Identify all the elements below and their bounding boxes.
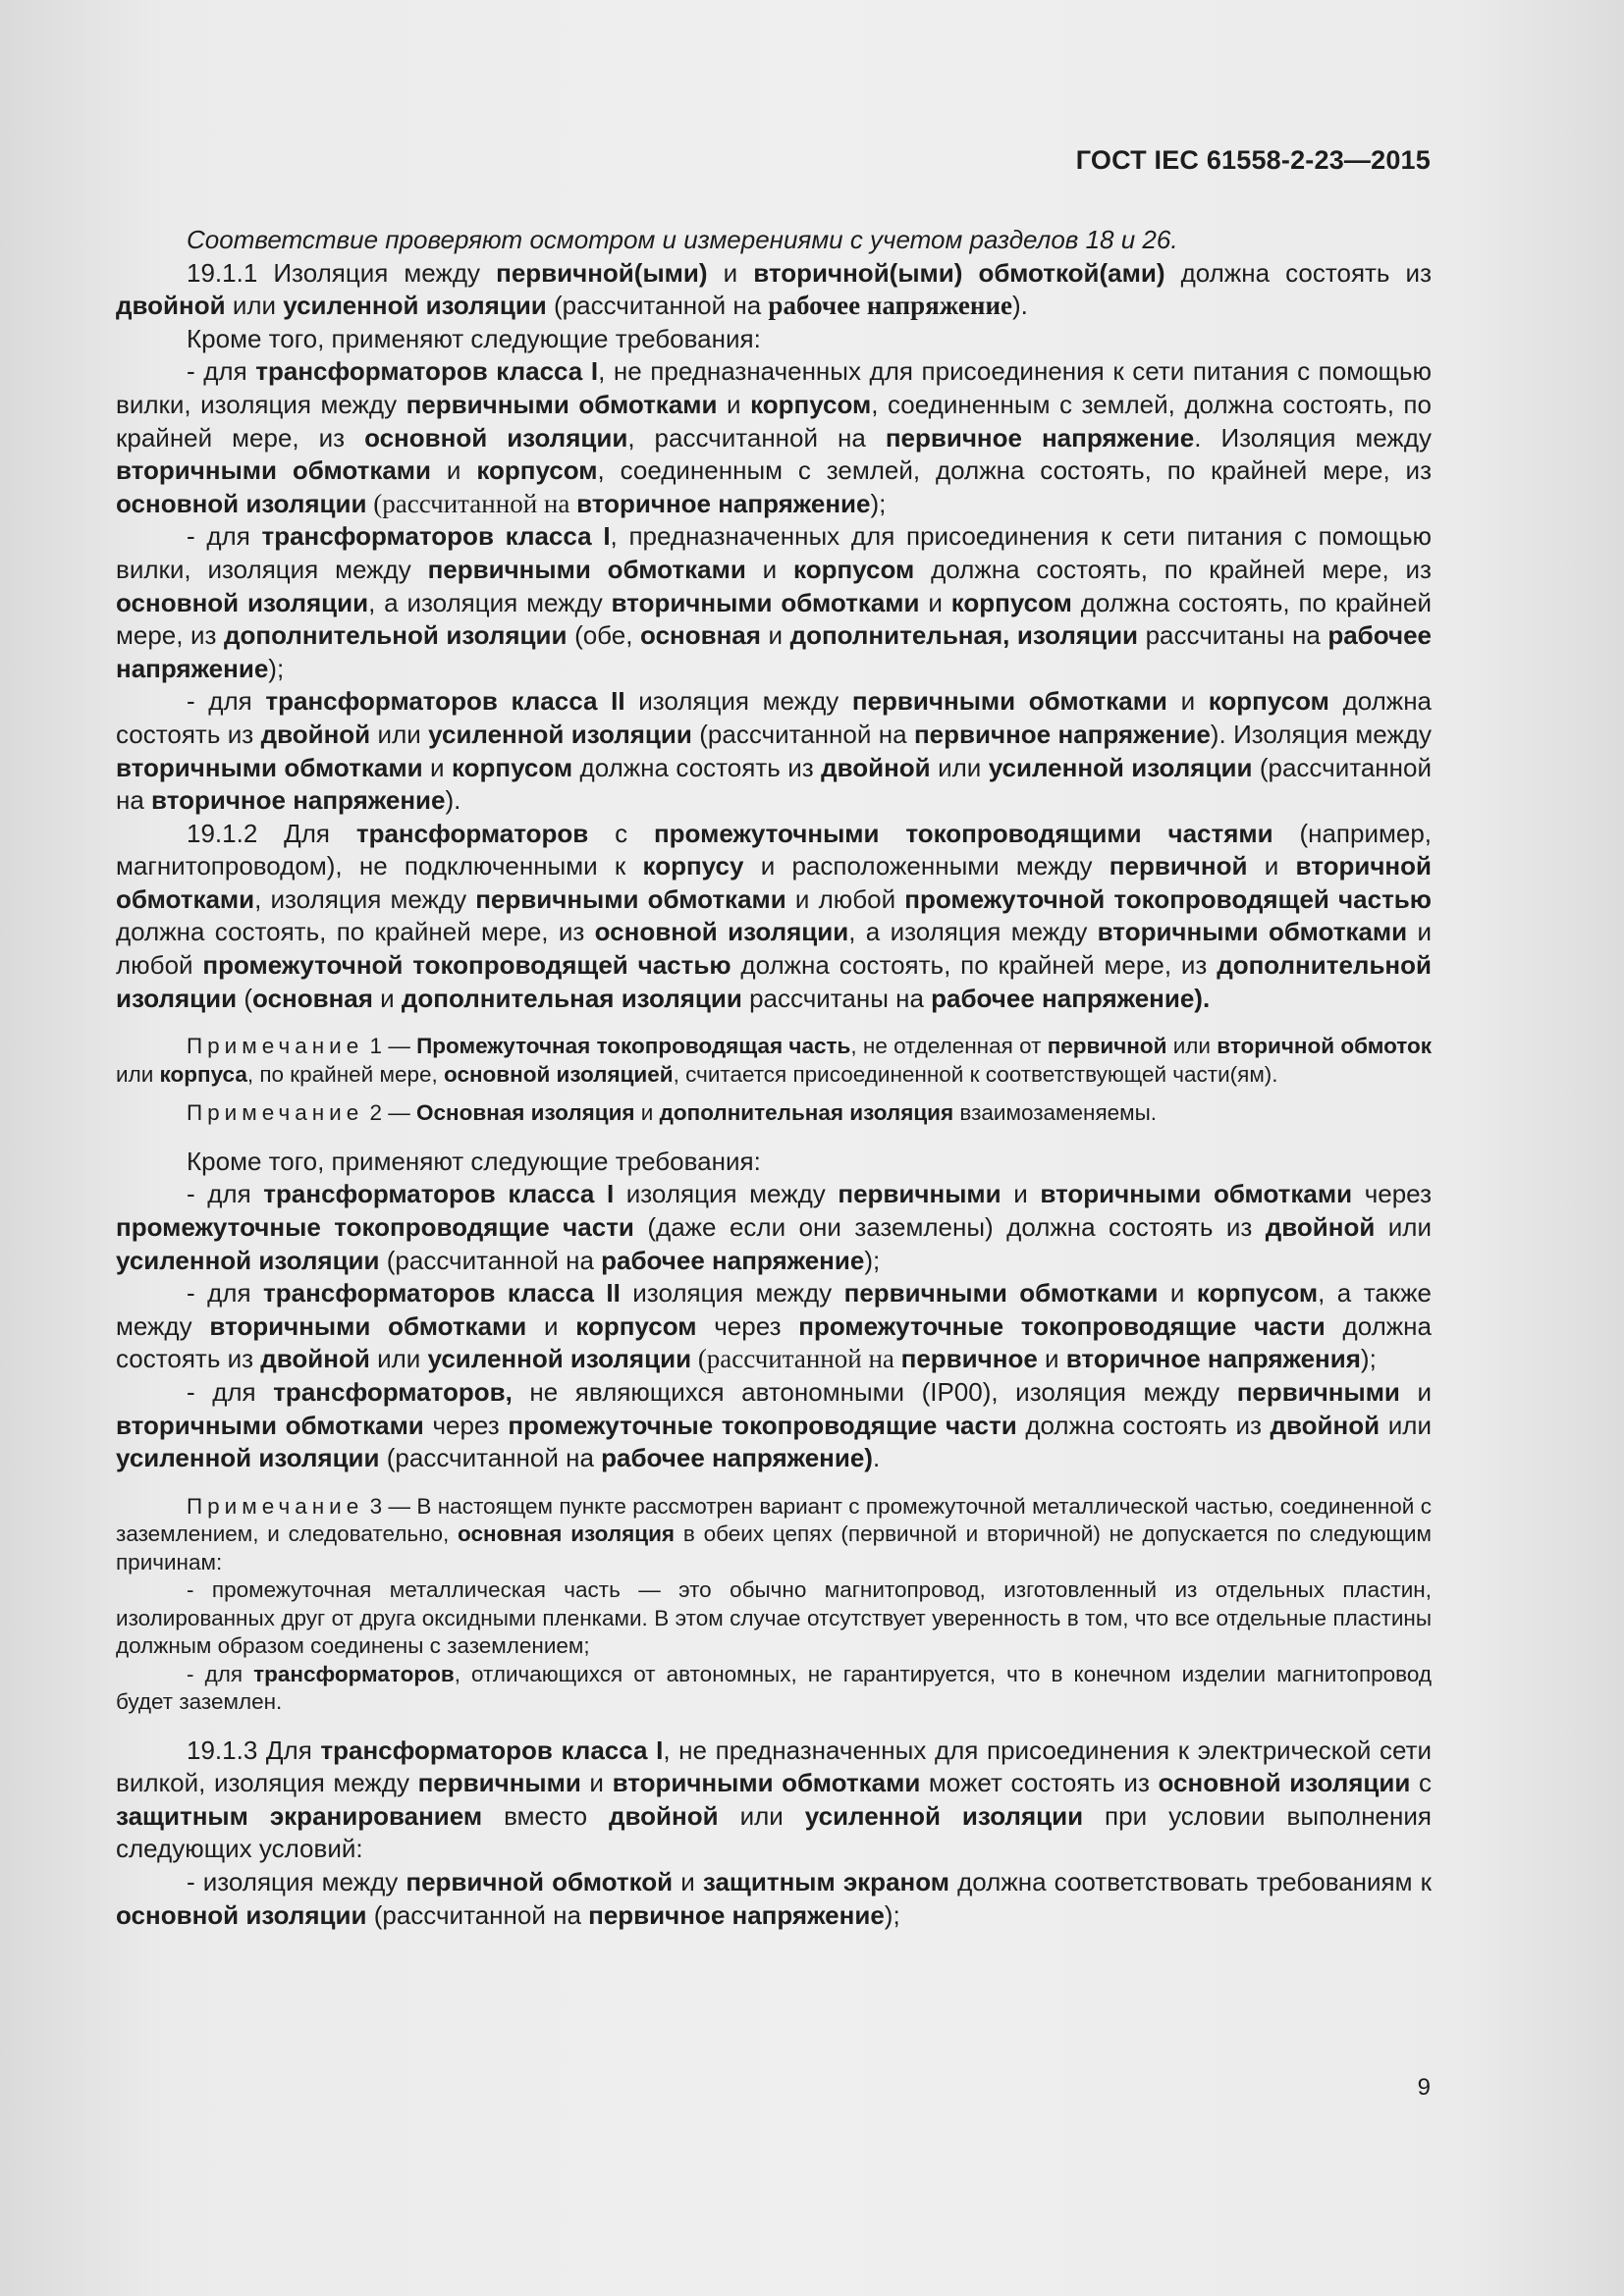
bold-term: первичное (900, 1344, 1038, 1374)
bold-term: первичными обмотками (406, 389, 718, 419)
bold-term: промежуточные токопроводящие части (508, 1410, 1017, 1440)
text-run: - для (187, 1376, 274, 1407)
bold-term: первичными (1236, 1376, 1400, 1407)
bold-term: первичной(ыми) (496, 257, 708, 288)
bold-term: Основная изоляция (416, 1100, 635, 1126)
text-run: и любой (785, 883, 905, 914)
text-run: ). Изоляция между (1210, 719, 1433, 749)
text-run: изоляция между (624, 686, 852, 717)
text-run: через (696, 1310, 799, 1341)
text-run: , соединенным с землей, должна состоять, по крайней мере, из (116, 389, 1432, 453)
text-run: взаимозаменяемы. (953, 1100, 1158, 1126)
text-run: Примечание (187, 1034, 364, 1059)
text-run: (рассчитанной на (546, 291, 769, 321)
bold-term: защитным экраном (702, 1867, 950, 1897)
text-run: и (580, 1768, 613, 1798)
body-paragraph (116, 1277, 1432, 1376)
text-run: - для (187, 686, 266, 717)
text-run: изоляция между (620, 1278, 844, 1308)
text-run: или (718, 1800, 805, 1831)
text-run: ); (864, 1245, 881, 1275)
text-run: или (1375, 1211, 1432, 1242)
bold-term: корпусом (793, 554, 915, 584)
bold-term: корпусом (1196, 1278, 1319, 1308)
bold-term: Промежуточная токопроводящая часть (416, 1034, 851, 1059)
text-run: ). (445, 785, 461, 816)
text-run: Примечание (187, 1493, 364, 1519)
text-run: не являющихся автономными (IP00), изоляция между (512, 1376, 1237, 1407)
body-paragraph (116, 1866, 1432, 1932)
text-run: 19.1.2 Для (187, 818, 356, 848)
text-run: , не отделенная от (850, 1034, 1048, 1059)
bold-term: первичное напряжение (588, 1899, 885, 1930)
bold-term: вторичной(ыми) обмоткой(ами) (753, 257, 1165, 288)
text-run: , не предназначенных для присоединения к электрической сети вилкой, изоляция между (116, 1735, 1432, 1798)
bold-term: дополнительной изоляции (224, 620, 568, 651)
bold-term: первичное напряжение (885, 422, 1195, 453)
text-run: изоляция между (614, 1179, 839, 1209)
bold-term: корпусом (575, 1310, 697, 1341)
text-run: и (431, 455, 477, 486)
text-run: в обеих цепях (первичной и вторичной) не допускается по следующим причинам: (116, 1522, 1432, 1575)
text-run: и (760, 620, 790, 651)
text-run: (рассчитанной на (379, 1443, 602, 1473)
bold-term: усиленной изоляции (283, 291, 547, 321)
text-run: (рассчитанной на (379, 1245, 602, 1275)
bold-term: рабочее напряжение (116, 620, 1432, 683)
text-run: и любой (116, 917, 1432, 981)
text-run: , предназначенных для присоединения к сети питания с помощью вилки, изоляция между (116, 521, 1432, 584)
bold-term: двойной (260, 719, 371, 749)
bold-term: трансформаторов класса I (261, 521, 611, 552)
text-run: через (1352, 1179, 1432, 1209)
bold-term: вторичной обмотками (116, 851, 1432, 914)
text-run: , соединенным с землей, должна состоять, по крайней мере, из (597, 455, 1432, 486)
bold-term: первичными (417, 1768, 581, 1798)
text-run: или (930, 752, 989, 782)
page-number: 9 (1417, 2074, 1431, 2101)
bold-term: рабочее напряжение) (601, 1443, 873, 1473)
text-run: - для (187, 1661, 254, 1686)
bold-term: усиленной изоляции (116, 1443, 380, 1473)
text-run: - промежуточная металлическая часть — это обычно магнитопровод, изготовленный из отдельных пластин, изолированных друг от друга оксидными пленками. В этом случае отсутствует уверенность в том, что все отдельные пластины должным образом соединены с заземлением; (116, 1577, 1432, 1659)
text-run: , не предназначенных для присоединения к сети питания с помощью вилки, изоляция между (116, 356, 1432, 419)
bold-term: промежуточные токопроводящие части (116, 1211, 634, 1242)
text-run: с (588, 818, 654, 848)
bold-term: усиленной изоляции (427, 1344, 692, 1374)
bold-term: вторичной обмоток (1217, 1034, 1432, 1059)
document-body (116, 224, 1432, 1932)
bold-term: вторичными обмотками (1040, 1179, 1353, 1209)
text-run: ); (268, 653, 285, 683)
text-run: должна состоять, по крайней мере, из (116, 917, 595, 947)
text-run: 1 — (363, 1034, 417, 1059)
text-run: , отличающихся от автономных, не гарантируется, что в конечном изделии магнитопровод будет заземлен. (116, 1661, 1432, 1715)
body-paragraph (116, 520, 1432, 685)
bold-term: основная (640, 620, 761, 651)
text-run: ); (1360, 1344, 1377, 1374)
bold-term: корпуса (159, 1061, 247, 1087)
text-run: и расположенными между (743, 851, 1110, 881)
text-run: должна состоять из (1164, 257, 1433, 288)
text-run: ); (870, 488, 887, 518)
text-run: Примечание (187, 1100, 364, 1126)
text-run: и (1166, 686, 1209, 717)
bold-term: основной изоляции (116, 1899, 367, 1930)
body-paragraph (116, 1735, 1432, 1866)
text-run: (рассчитанной на (366, 1899, 589, 1930)
bold-term: вторичными обмотками (116, 752, 423, 782)
text-run: - для (187, 1179, 264, 1209)
text-run: , а изоляция между (368, 587, 612, 617)
bold-term: основной изоляции (116, 488, 367, 518)
text-run: должна состоять, по крайней мере, из (731, 950, 1218, 981)
bold-term: усиленной изоляции (428, 719, 692, 749)
text-run: и (707, 257, 754, 288)
bold-term: первичными обмотками (475, 883, 786, 914)
text-run: Соответствие проверяют осмотром и измерениями с учетом разделов 18 и 26. (187, 225, 1178, 254)
text-run: , рассчитанной на (627, 422, 886, 453)
bold-term: первичными обмотками (851, 686, 1167, 717)
text-run: и (372, 983, 402, 1013)
bold-term: усиленной изоляции (804, 1800, 1084, 1831)
body-paragraph (116, 355, 1432, 520)
text-run: рассчитаны на (1138, 620, 1328, 651)
bold-term: вторичными обмотками (116, 455, 432, 486)
text-run: должна соответствовать требованиям к (949, 1867, 1432, 1897)
bold-term: трансформаторов класса II (265, 686, 625, 717)
text-run: 2 — (363, 1100, 417, 1126)
bold-term: корпусом (750, 389, 872, 419)
bold-term: дополнительная изоляции (401, 983, 742, 1013)
bold-term: трансформаторов класса II (263, 1278, 621, 1308)
bold-term: рабочее напряжение (768, 291, 1013, 321)
bold-term: трансформаторов класса I (255, 356, 599, 387)
bold-term: первичными обмотками (843, 1278, 1159, 1308)
text-run: должна состоять, по крайней мере, из (116, 587, 1432, 651)
text-run: . (872, 1443, 881, 1473)
bold-term: промежуточные токопроводящие части (798, 1310, 1326, 1341)
bold-term: двойной (116, 291, 226, 321)
bold-term: трансформаторов (253, 1661, 455, 1686)
bold-term: дополнительной изоляции (116, 950, 1432, 1013)
text-run: и (717, 389, 751, 419)
bold-term: корпусом (950, 587, 1072, 617)
bold-term: корпусом (1208, 686, 1329, 717)
text-run: через (423, 1410, 509, 1440)
body-paragraph (116, 257, 1432, 323)
bold-term: вторичными обмотками (209, 1310, 527, 1341)
bold-term: защитным экранированием (116, 1800, 483, 1831)
bold-term: двойной (609, 1800, 719, 1831)
text-run: , изоляция между (254, 883, 476, 914)
text-run: должна состоять из (116, 1310, 1432, 1374)
text-run: (рассчитанной на (366, 488, 577, 518)
text-run: и (526, 1310, 576, 1341)
bold-term: дополнительная, изоляции (789, 620, 1139, 651)
text-run: и (919, 587, 951, 617)
bold-term: основной изоляцией (444, 1061, 674, 1087)
text-run: (рассчитанной на (691, 1344, 901, 1374)
bold-term: корпусом (476, 455, 598, 486)
text-run: или (370, 719, 429, 749)
text-run: - для (187, 521, 262, 552)
bold-term: основной изоляции (594, 917, 849, 947)
bold-term: первичными обмотками (427, 554, 746, 584)
body-paragraph (116, 1146, 1432, 1179)
bold-term: промежуточной токопроводящей частью (202, 950, 731, 981)
bold-term: двойной (821, 752, 931, 782)
text-run: ( (237, 983, 253, 1013)
bold-term: первичной (1109, 851, 1248, 881)
bold-term: рабочее напряжение). (931, 983, 1211, 1013)
bold-term: рабочее напряжение (601, 1245, 865, 1275)
text-run: , по крайней мере, (246, 1061, 444, 1087)
text-run: должна состоять, по крайней мере, из (914, 554, 1432, 584)
bold-term: первичной обмоткой (406, 1867, 674, 1897)
text-run: и (1001, 1179, 1041, 1209)
text-run: - изоляция между (187, 1867, 406, 1897)
body-paragraph (116, 1376, 1432, 1475)
bold-term: вторичное напряжение (151, 785, 446, 816)
note-paragraph (116, 1661, 1432, 1717)
text-run: Кроме того, применяют следующие требования: (187, 1146, 761, 1176)
bold-term: трансформаторов класса I (320, 1735, 664, 1765)
text-run: и (1247, 851, 1296, 881)
text-run: ); (884, 1899, 900, 1930)
body-paragraph (116, 224, 1432, 257)
text-run: 3 — В настоящем пункте рассмотрен вариант с промежуточной металлической частью, соединенной с заземлением, и следовательно, (116, 1493, 1432, 1547)
body-paragraph (116, 323, 1432, 356)
bold-term: трансформаторов, (273, 1376, 513, 1407)
bold-term: усиленной изоляции (988, 752, 1253, 782)
text-run: - для (187, 356, 256, 387)
text-run: , а также между (116, 1278, 1433, 1341)
text-run: - для (187, 1278, 264, 1308)
text-run: Кроме того, применяют следующие требования: (187, 323, 761, 353)
bold-term: корпусу (642, 851, 744, 881)
text-run: , считается присоединенной к соответствующей части(ям). (673, 1061, 1278, 1087)
bold-term: вторичными обмотками (1097, 917, 1408, 947)
text-run: или (369, 1344, 428, 1374)
bold-term: вторичное напряжения (1065, 1344, 1361, 1374)
body-paragraph (116, 685, 1432, 817)
bold-term: основной изоляции (364, 422, 628, 453)
text-run: 19.1.3 Для (187, 1735, 321, 1765)
text-run: и (745, 554, 794, 584)
text-run: . Изоляция между (1194, 422, 1432, 453)
text-run: и (634, 1100, 660, 1126)
bold-term: основная изоляция (458, 1522, 676, 1547)
bold-term: двойной (260, 1344, 370, 1374)
bold-term: дополнительная изоляция (659, 1100, 954, 1126)
text-run: или (225, 291, 284, 321)
bold-term: первичными (838, 1179, 1001, 1209)
text-run: (обе, (567, 620, 641, 651)
bold-term: усиленной изоляции (116, 1245, 380, 1275)
text-run: вместо (482, 1800, 610, 1831)
text-run: должна состоять из (572, 752, 822, 782)
bold-term: вторичное напряжение (576, 488, 871, 518)
text-run: должна состоять из (1016, 1410, 1271, 1440)
body-paragraph (116, 1178, 1432, 1277)
text-run: или (1166, 1034, 1218, 1059)
bold-term: трансформаторов класса I (263, 1179, 615, 1209)
bold-term: первичное напряжение (913, 719, 1211, 749)
text-run: (даже если они заземлены) должна состоять из (633, 1211, 1266, 1242)
document-code-header: ГОСТ IEC 61558-2-23—2015 (1075, 145, 1431, 175)
bold-term: вторичными обмотками (611, 587, 920, 617)
text-run: должна состоять из (116, 686, 1433, 749)
text-run: и (1158, 1278, 1197, 1308)
text-run: (рассчитанной на (116, 752, 1432, 816)
bold-term: корпусом (451, 752, 573, 782)
text-run: рассчитаны на (741, 983, 932, 1013)
note-paragraph (116, 1033, 1432, 1089)
bold-term: двойной (1265, 1211, 1376, 1242)
text-run: может состоять из (920, 1768, 1159, 1798)
text-run: при условии выполнения следующих условий: (116, 1800, 1432, 1864)
bold-term: вторичными обмотками (116, 1410, 424, 1440)
body-paragraph (116, 818, 1432, 1016)
note-paragraph (116, 1099, 1432, 1128)
text-run: или (116, 1061, 160, 1087)
text-run: (например, магнитопроводом), не подключенными к (116, 818, 1433, 881)
bold-term: основной изоляции (1158, 1768, 1411, 1798)
text-run: и (1037, 1344, 1066, 1374)
bold-term: промежуточной токопроводящей частью (904, 883, 1432, 914)
text-run: с (1410, 1768, 1432, 1798)
text-run: и (422, 752, 452, 782)
bold-term: трансформаторов (355, 818, 589, 848)
bold-term: вторичными обмотками (612, 1768, 921, 1798)
bold-term: первичной (1047, 1034, 1167, 1059)
text-run: (рассчитанной на (691, 719, 914, 749)
text-run: 19.1.1 Изоляция между (187, 257, 497, 288)
text-run: и (1399, 1376, 1433, 1407)
bold-term: основной изоляции (116, 587, 369, 617)
note-paragraph (116, 1576, 1432, 1661)
bold-term: двойной (1270, 1410, 1380, 1440)
text-run: или (1380, 1410, 1432, 1440)
bold-term: промежуточными токопроводящими частями (653, 818, 1273, 848)
note-paragraph (116, 1493, 1432, 1577)
text-run: ). (1012, 291, 1028, 321)
text-run: , а изоляция между (848, 917, 1098, 947)
bold-term: основная (252, 983, 373, 1013)
text-run: и (673, 1867, 703, 1897)
